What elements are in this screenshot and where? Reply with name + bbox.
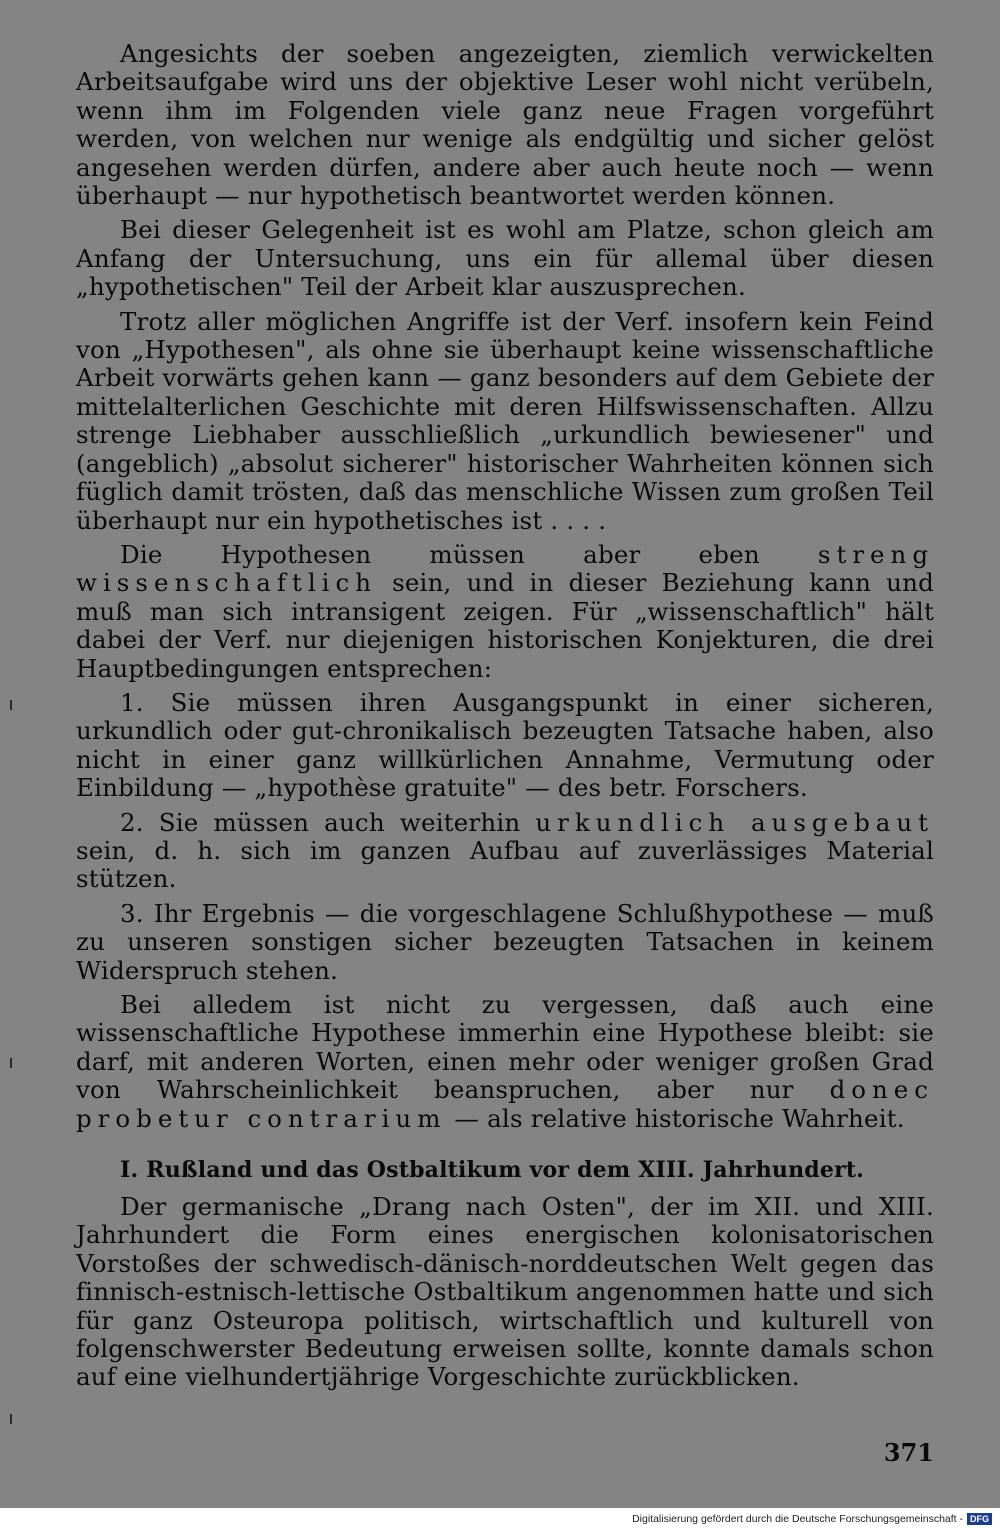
condition-item-2 [76, 809, 934, 894]
digitization-footer [0, 1508, 1000, 1530]
page-text-block [76, 40, 934, 1398]
dfg-logo: DFG [967, 1513, 992, 1525]
spaced-emphasis: streng wissenschaftlich [76, 539, 934, 598]
paragraph-4-text-after: sein, und in dieser Beziehung kann und muß man sich intransigent zeigen. Für „wissenschaftlich" hält dabei der Verf. nur diejenigen historischen Konjekturen, die drei Hauptbedingungen entsprechen: [76, 568, 934, 683]
condition-item-2-text-before: 2. Sie müssen auch weiterhin [120, 807, 536, 837]
condition-item-1: 1. Sie müssen ihren Ausgangspunkt in einer sicheren, urkundlich oder gut-chronikalisch bezeugten Tatsache haben, also nicht in einer ganz willkürlichen Annahme, Vermutung oder Einbildung — „hypothèse gratuite" — des betr. Forschers. [76, 687, 934, 803]
margin-mark [10, 1414, 12, 1424]
paragraph-4 [76, 541, 934, 683]
footer-text: Digitalisierung gefördert durch die Deutsche Forschungsgemeinschaft - [632, 1513, 963, 1525]
paragraph-2: Bei dieser Gelegenheit ist es wohl am Platze, schon gleich am Anfang der Untersuchung, uns ein für allemal über diesen „hypothetischen" Teil der Arbeit klar auszusprechen. [76, 215, 934, 302]
condition-item-3: 3. Ihr Ergebnis — die vorgeschlagene Schlußhypothese — muß zu unseren sonstigen sicher bezeugten Tatsachen in keinem Widerspruch stehen. [76, 898, 934, 985]
section-heading: I. Rußland und das Ostbaltikum vor dem XIII. Jahrhundert. [120, 1157, 865, 1184]
paragraph-4-text-before: Die Hypothesen müssen aber eben [120, 539, 818, 569]
paragraph-last-text-after: — als relative historische Wahrheit. [446, 1103, 905, 1133]
paragraph-1: Angesichts der soeben angezeigten, ziemlich verwickelten Arbeitsaufgabe wird uns der objektive Leser wohl nicht verübeln, wenn ihm im Folgenden viele ganz neue Fragen vorgeführt werden, von welchen nur wenige als endgültig und sicher gelöst angesehen werden dürfen, andere aber auch heute noch — wenn überhaupt — nur hypothetisch beantwortet werden können. [76, 39, 934, 211]
condition-item-2-text-after: sein, d. h. sich im ganzen Aufbau auf zuverlässiges Material stützen. [76, 835, 934, 894]
paragraph-last [76, 991, 934, 1133]
margin-mark [10, 1058, 12, 1068]
margin-mark [10, 700, 12, 710]
paragraph-last-text-before: Bei alledem ist nicht zu vergessen, daß auch eine wissenschaftliche Hypothese immerhin eine Hypothese bleibt: sie darf, mit anderen Worten, einen mehr oder weniger großen Grad von Wahrscheinlichkeit beanspruchen, aber nur [76, 990, 934, 1105]
section-paragraph: Der germanische „Drang nach Osten", der im XII. und XIII. Jahrhundert die Form eines energischen kolonisatorischen Vorstoßes der schwedisch-dänisch-norddeutschen Welt gegen das finnisch-estnisch-lettische Ostbaltikum angenommen hatte und sich für ganz Osteuropa politisch, wirtschaftlich und kulturell von folgenschwerster Bedeutung erweisen sollte, konnte damals schon auf eine vielhundertjährige Vorgeschichte zurückblicken. [76, 1192, 934, 1392]
page-number: 371 [883, 1438, 934, 1467]
paragraph-3: Trotz aller möglichen Angriffe ist der Verf. insofern kein Feind von „Hypothesen", als ohne sie überhaupt keine wissenschaftliche Arbeit vorwärts gehen kann — ganz besonders auf dem Gebiete der mittelalterlichen Geschichte mit deren Hilfswissenschaften. Allzu strenge Liebhaber ausschließlich „urkundlich bewiesener" und (angeblich) „absolut sicherer" historischer Wahrheiten können sich füglich damit trösten, daß das menschliche Wissen zum großen Teil überhaupt nur ein hypothetisches ist . . . . [76, 306, 934, 535]
spaced-emphasis: urkundlich ausgebaut [535, 807, 934, 837]
spaced-emphasis: donec probetur contrarium [76, 1075, 934, 1133]
